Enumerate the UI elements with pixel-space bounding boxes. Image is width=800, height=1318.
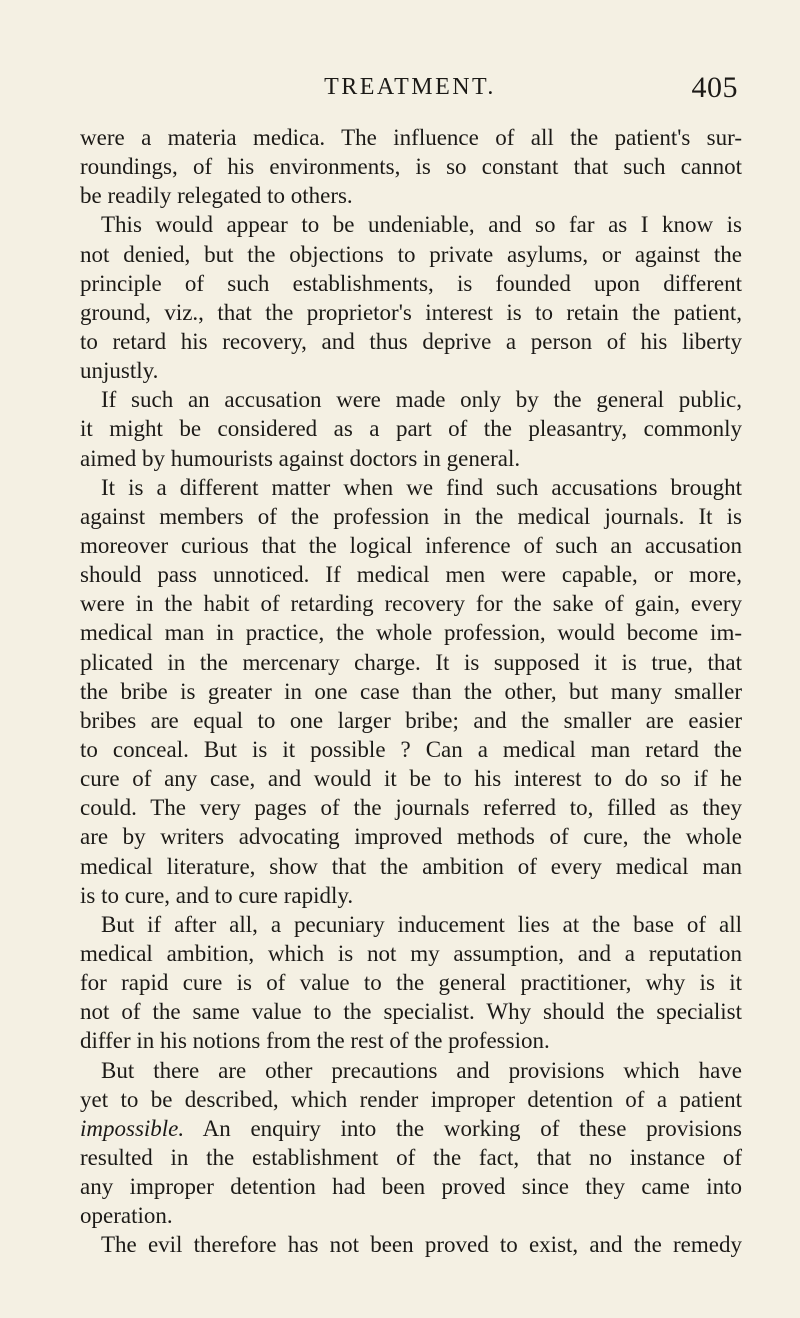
text-line: medical ambition, which is not my assumption, and a reputation (80, 940, 742, 966)
text-line: it might be considered as a part of the pleasantry, commonly (80, 416, 742, 442)
text-line: the bribe is greater in one case than the other, but many smaller (80, 678, 742, 704)
italic-word: impossible. (80, 1115, 185, 1141)
text-line: It is a different matter when we find such accusations brought (101, 474, 742, 500)
text-line: bribes are equal to one larger bribe; and the smaller are easier (80, 707, 742, 733)
text-line: were in the habit of retarding recovery for the sake of gain, every (80, 591, 742, 617)
text-line: cure of any case, and would it be to his interest to do so if he (80, 766, 742, 792)
text-line: unjustly. (80, 358, 159, 384)
text-line: be readily relegated to others. (80, 183, 353, 209)
text-line: could. The very pages of the journals referred to, filled as they (80, 795, 742, 821)
text-line: is to cure, and to cure rapidly. (80, 882, 354, 908)
text-line: impossible. An enquiry into the working of these provisions (80, 1115, 742, 1141)
text-line: operation. (80, 1203, 173, 1229)
text-line: not denied, but the objections to private asylums, or against the (80, 241, 742, 267)
page-number: 405 (691, 71, 738, 104)
text-line: to conceal. But is it possible ? Can a medical man retard the (80, 736, 742, 762)
text-line: any improper detention had been proved since they came into (80, 1174, 742, 1200)
text-line: to retard his recovery, and thus deprive a person of his liberty (80, 328, 742, 354)
text-line: This would appear to be undeniable, and so far as I know is (101, 212, 742, 238)
text-line: But there are other precautions and provisions which have (101, 1057, 742, 1083)
text-line: The evil therefore has not been proved to exist, and the remedy (101, 1232, 742, 1258)
text-line: for rapid cure is of value to the general practitioner, why is it (80, 970, 742, 996)
text-line: roundings, of his environments, is so constant that such cannot (80, 154, 742, 180)
text-line: plicated in the mercenary charge. It is supposed it is true, that (80, 649, 742, 675)
text-line: aimed by humourists against doctors in general. (80, 445, 521, 471)
text-line: But if after all, a pecuniary inducement lies at the base of all (101, 911, 742, 937)
text-line: should pass unnoticed. If medical men were capable, or more, (80, 562, 742, 588)
text-line: differ in his notions from the rest of the profession. (80, 1028, 550, 1054)
text-line: medical man in practice, the whole profession, would become im- (80, 620, 742, 646)
text-line: not of the same value to the specialist. Why should the specialist (80, 999, 742, 1025)
text-line: were a materia medica. The influence of all the patient's sur- (80, 125, 742, 150)
text-line: against members of the profession in the medical journals. It is (80, 503, 742, 529)
body-text (80, 123, 742, 1259)
text-line: resulted in the establishment of the fact, that no instance of (80, 1144, 742, 1170)
text-line: medical literature, show that the ambition of every medical man (80, 853, 742, 879)
running-head (80, 71, 740, 114)
text-line: are by writers advocating improved methods of cure, the whole (80, 824, 742, 850)
text-line: If such an accusation were made only by the general public, (101, 387, 742, 413)
text-line: principle of such establishments, is founded upon different (80, 270, 742, 296)
text-line: yet to be described, which render improper detention of a patient (80, 1086, 742, 1112)
running-title: TREATMENT. (324, 74, 496, 100)
text-line: ground, viz., that the proprietor's interest is to retain the patient, (80, 299, 742, 325)
text-line: moreover curious that the logical inference of such an accusation (80, 532, 742, 558)
